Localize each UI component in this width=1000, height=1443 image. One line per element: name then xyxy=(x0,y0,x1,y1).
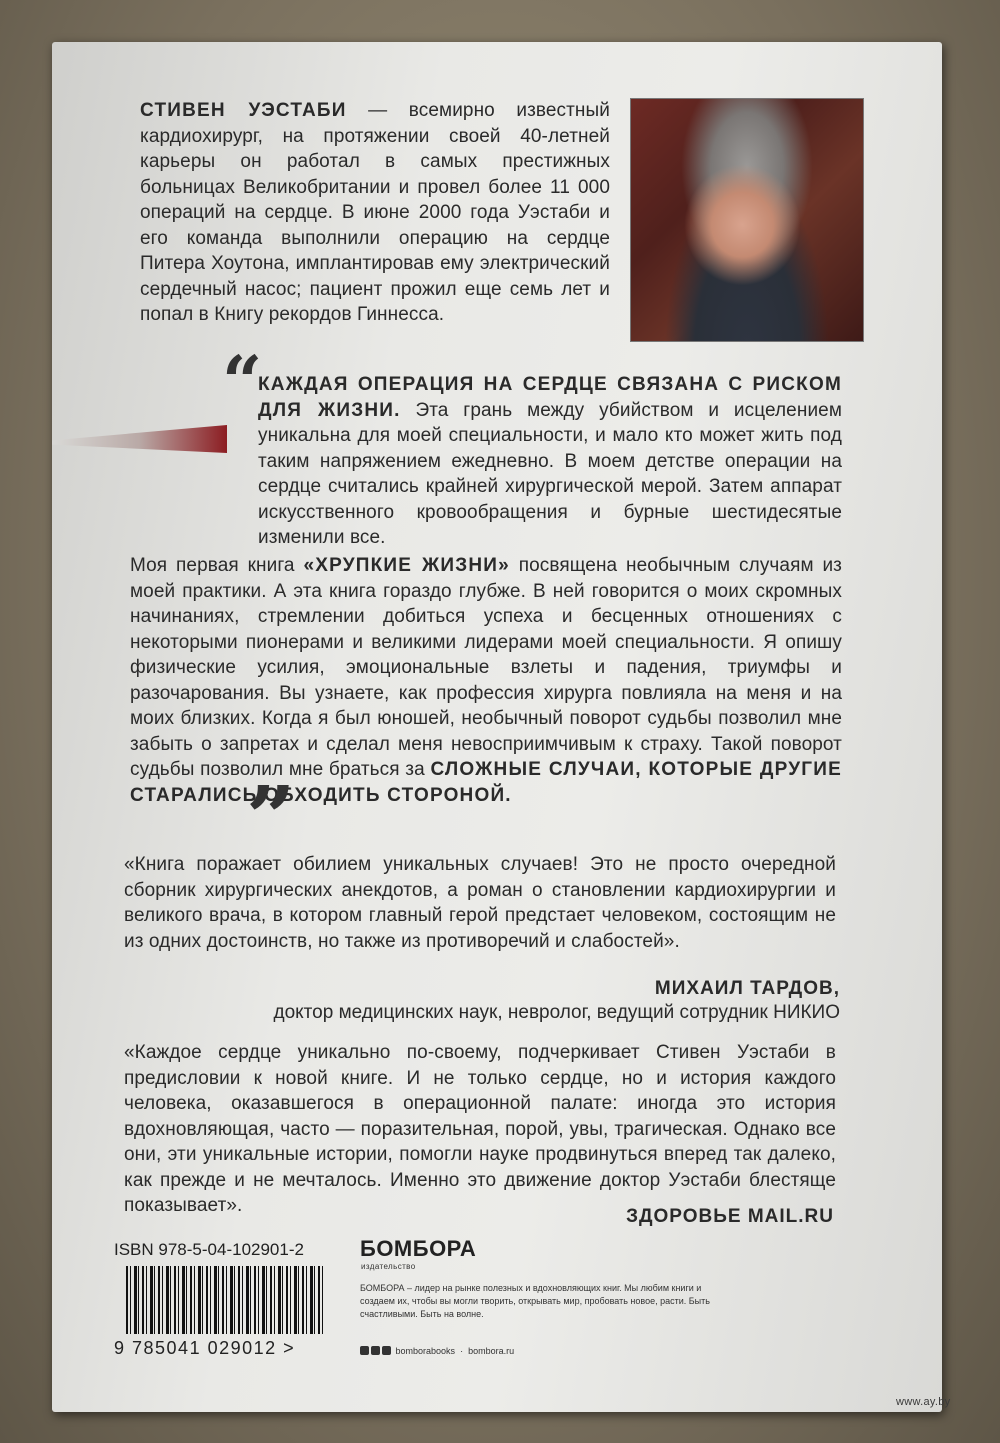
publisher-logo: БОМБОРА xyxy=(360,1236,477,1261)
barcode-digits: 9 785041 029012 > xyxy=(114,1338,296,1358)
review-2-text: «Каждое сердце уникально по-своему, подчеркивает Стивен Уэстаби в предисловии к новой книге. И не только сердце, но и история каждого человека, оказавшегося в операционной палате: иногда это история вдохновляющая, часто — поразительная, порой, увы, трагическая. Однако все они, эти уникальные истории, помогли науке продвинуться вперед так далеко, как прежде и не мечталось. Именно это движение доктор Уэстаби блестяще показывает». xyxy=(124,1042,836,1216)
quote-closing-caps: СЛОЖНЫЕ СЛУЧАИ, КОТОРЫЕ ДРУГИЕ СТАРАЛИСЬ ОБХОДИТЬ СТОРОНОЙ. xyxy=(130,759,842,806)
open-quote-mark: “ xyxy=(222,340,263,423)
review-2-source: ЗДОРОВЬЕ MAIL.RU xyxy=(626,1206,834,1227)
publisher-social: bomborabooks · bombora.ru xyxy=(360,1346,514,1356)
book-title: «ХРУПКИЕ ЖИЗНИ» xyxy=(303,555,510,576)
close-quote-mark: ” xyxy=(246,768,296,869)
publisher-description: БОМБОРА – лидер на рынке полезных и вдохновляющих книг. Мы любим книги и создаем их, чтобы вы могли творить, открывать мир, пробовать новое, расти. Быть счастливыми. Быть на волне. xyxy=(360,1283,710,1319)
barcode-icon xyxy=(126,1266,324,1334)
quote-lead-caps: КАЖДАЯ ОПЕРАЦИЯ НА СЕРДЦЕ СВЯЗАНА С РИСКОМ ДЛЯ ЖИЗНИ. xyxy=(258,374,842,421)
watermark: www.ay.by xyxy=(896,1396,951,1408)
author-name: СТИВЕН УЭСТАБИ xyxy=(140,100,347,121)
vk-icon xyxy=(371,1346,380,1355)
review-1-author: МИХАИЛ ТАРДОВ, xyxy=(654,978,840,999)
social-handle: bomborabooks xyxy=(395,1346,456,1356)
author-photo xyxy=(630,98,864,342)
quote-paragraph-1-text: Эта грань между убийством и исцелением уникальна для моей специальности, и мало кто может жить под таким напряжением ежедневно. В моем детстве операции на сердце считались крайней хирургической мерой. Затем аппарат искусственного кровообращения и бурные шестидесятые изменили все. xyxy=(258,399,842,548)
isbn-label: ISBN 978-5-04-102901-2 xyxy=(114,1240,304,1259)
publisher-site: bombora.ru xyxy=(468,1346,515,1356)
review-1-text: «Книга поражает обилием уникальных случаев! Это не просто очередной сборник хирургических анекдотов, а роман о становлении кардиохирургии и великого врача, в котором главный герой предстает человеком, состоящим не из одних достоинств, но также из противоречий и слабостей». xyxy=(124,854,836,952)
barcode-block xyxy=(114,1240,336,1365)
quote-paragraph-2 xyxy=(130,553,842,808)
publisher-subtitle: издательство xyxy=(361,1262,416,1271)
author-bio-text: — всемирно известный кардиохирург, на протяжении своей 40-летней карьеры он работал в самых престижных больницах Великобритании и провел более 11 000 операций на сердце. В июне 2000 года Уэстаби и его команда выполнили операцию на сердце Питера Хоутона, имплантировав ему электрический сердечный насос; пациент прожил еще семь лет и попал в Книгу рекордов Гиннесса. xyxy=(140,100,610,325)
instagram-icon xyxy=(382,1346,391,1355)
author-bio xyxy=(140,98,610,328)
quote-paragraph-1 xyxy=(258,372,842,551)
quote-paragraph-2-text: посвящена необычным случаям из моей практики. А эта книга гораздо глубже. В ней говорится о моих скромных начинаниях, стремлении добиться успеха и бесценных отношениях с некоторыми пионерами и великими лидерами моей специальности. Я опишу физические усилия, эмоциональные взлеты и падения, триумфы и разочарования. Вы узнаете, как профессия хирурга повлияла на меня и на моих близких. Когда я был юношей, необычный поворот судьбы позволил мне забыть о запретах и сделал меня невосприимчивым к страху. Такой поворот судьбы позволил мне браться за xyxy=(130,555,842,780)
facebook-icon xyxy=(360,1346,369,1355)
quote-paragraph-2-start: Моя первая книга xyxy=(130,555,304,576)
review-1-author-title: доктор медицинских наук, невролог, ведущий сотрудник НИКИО xyxy=(273,1002,840,1023)
